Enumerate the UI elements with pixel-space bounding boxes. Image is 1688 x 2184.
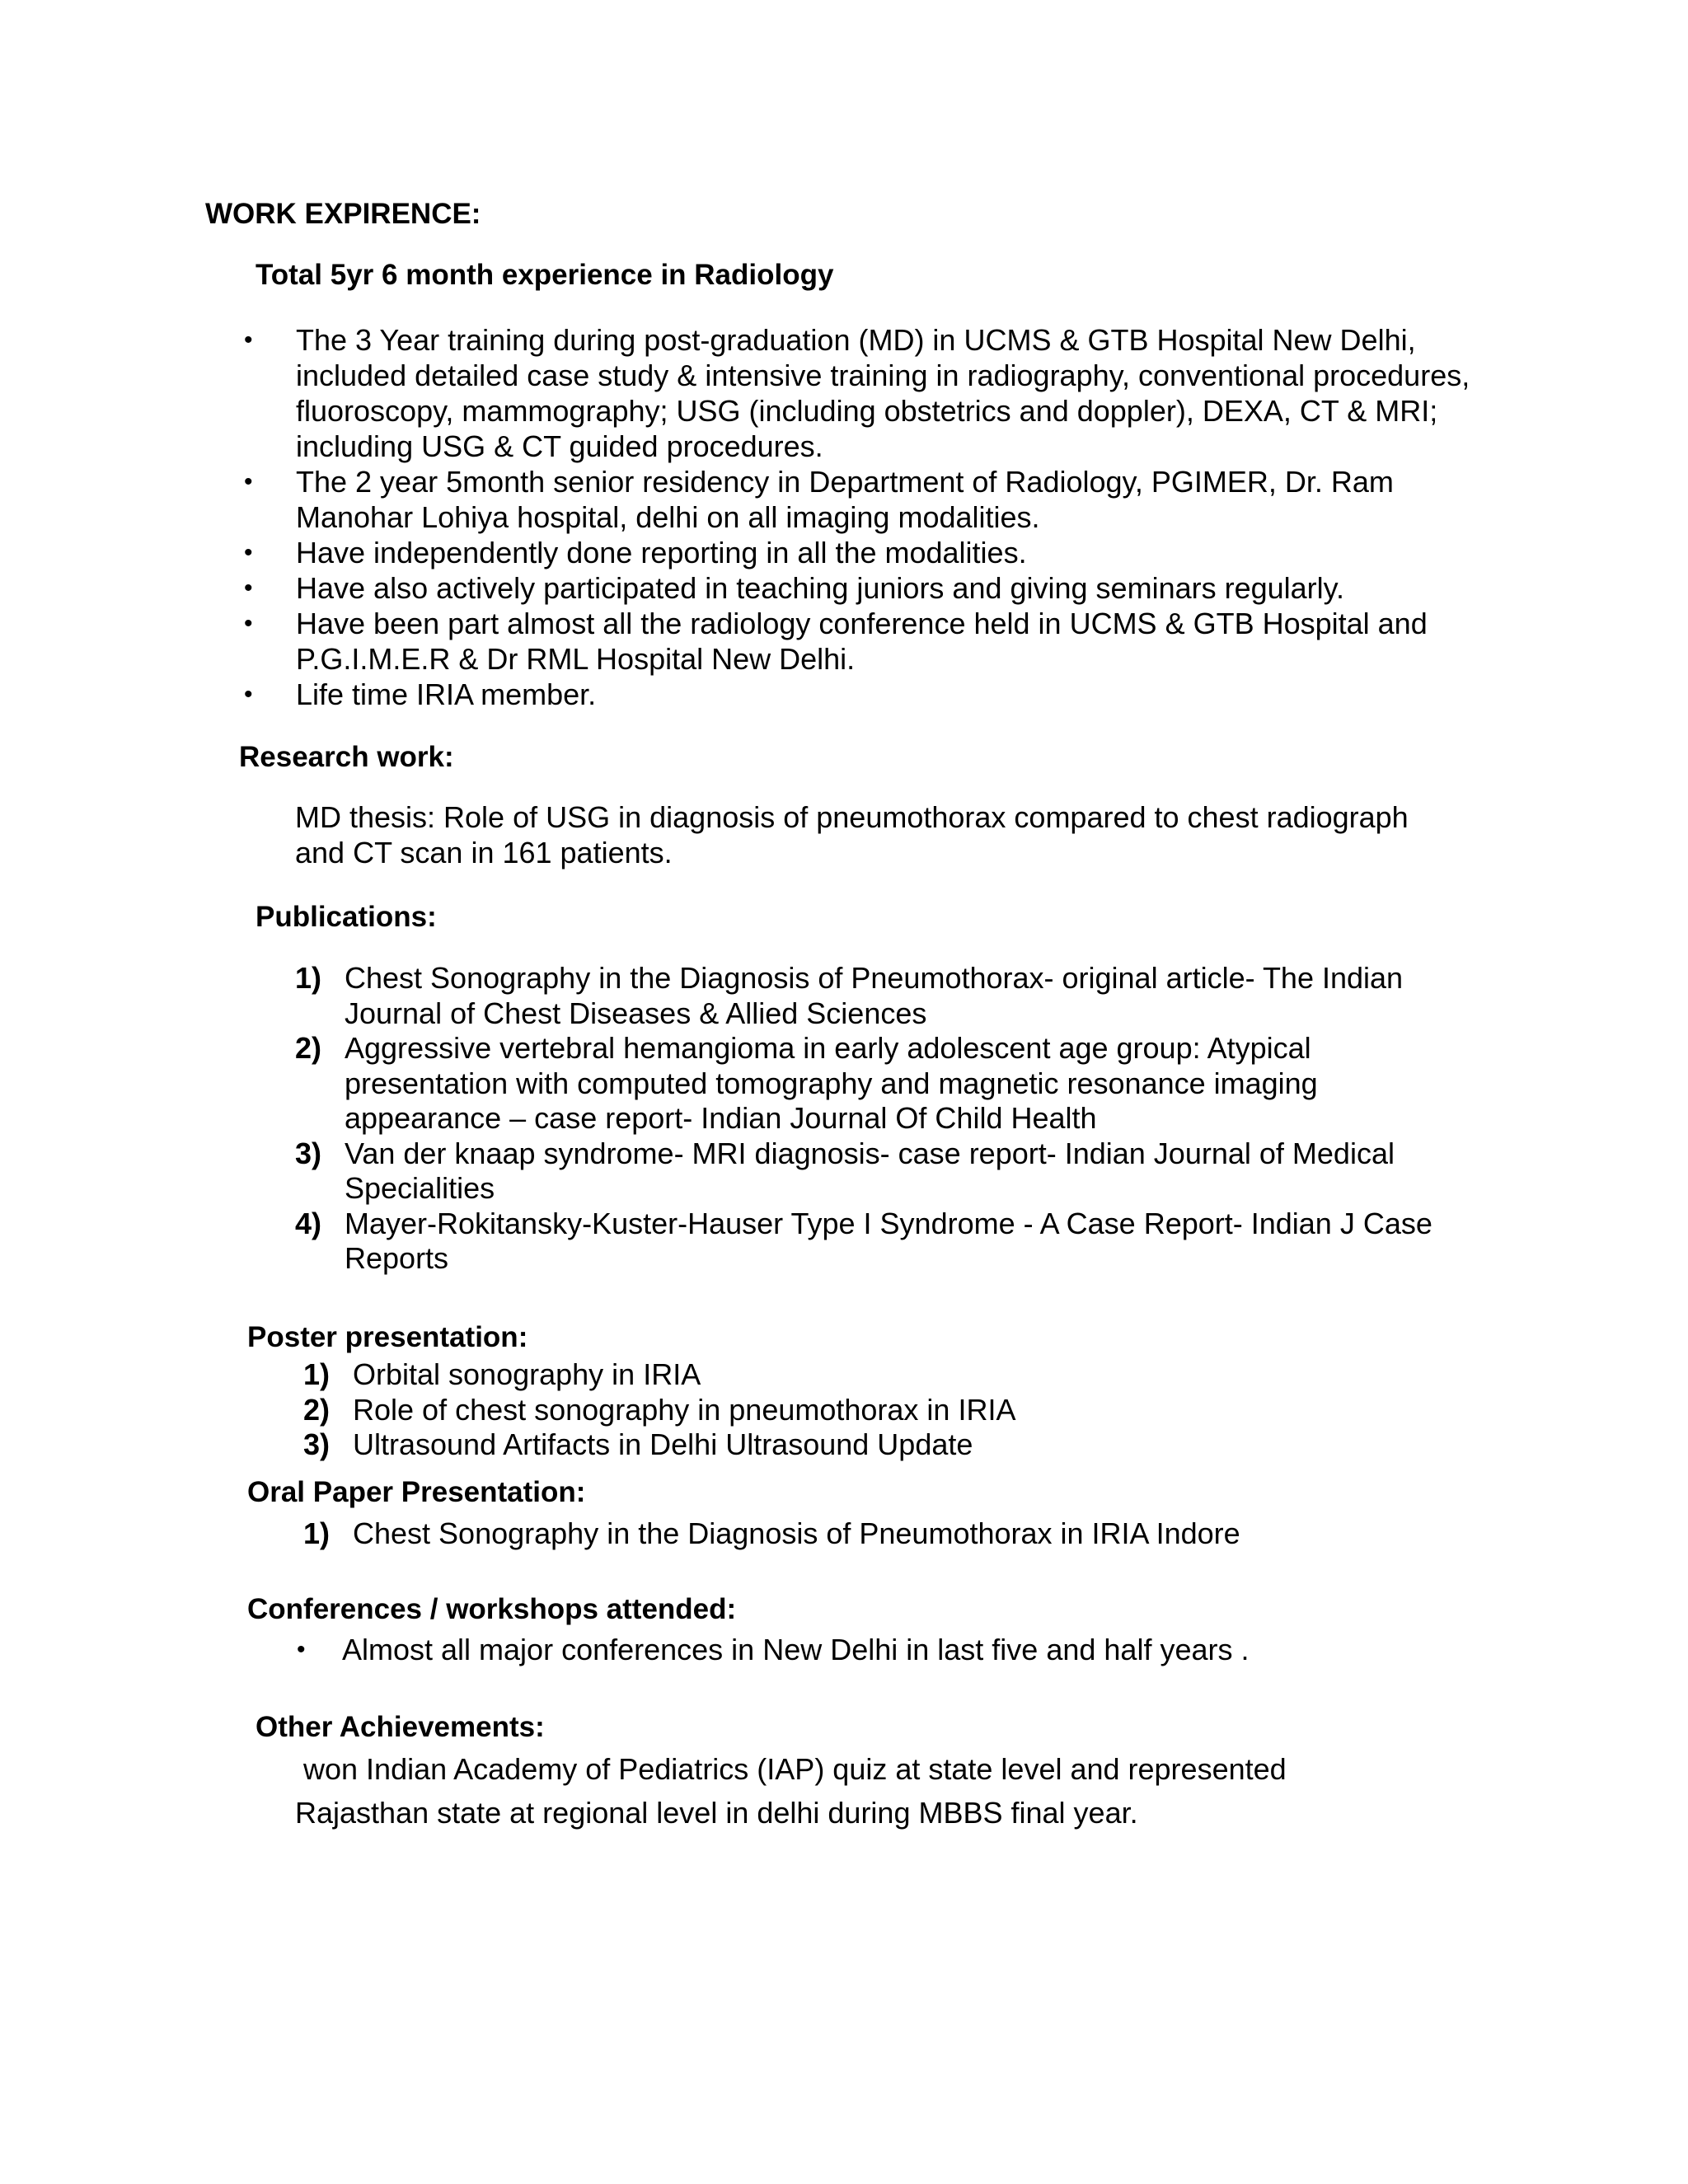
work-experience-heading: WORK EXPIRENCE:: [205, 198, 481, 230]
list-item: • Have been part almost all the radiology conference held in UCMS & GTB Hospital and P.G.I.M.E.R & Dr RML Hospital New Delhi.: [244, 607, 1428, 676]
achievements-heading: Other Achievements:: [256, 1711, 545, 1743]
list-item: • Have independently done reporting in all the modalities.: [244, 536, 1027, 569]
work-experience-list: [244, 322, 1480, 712]
experience-summary: Total 5yr 6 month experience in Radiology: [256, 259, 834, 291]
list-item: 1) Orbital sonography in IRIA: [303, 1357, 701, 1391]
list-item: • The 2 year 5month senior residency in Department of Radiology, PGIMER, Dr. Ram Manohar Lohiya hospital, delhi on all imaging modalities.: [244, 465, 1394, 534]
research-heading: Research work:: [239, 741, 454, 773]
list-item: • The 3 Year training during post-graduation (MD) in UCMS & GTB Hospital New Delhi, included detailed case study & intensive training in radiography, conventional procedures, fluoroscopy, mammography; USG (including obstetrics and doppler), DEXA, CT & MRI; including USG & CT guided procedures.: [244, 323, 1470, 463]
list-item: • Life time IRIA member.: [244, 677, 597, 711]
list-item: 2) Role of chest sonography in pneumothorax in IRIA: [303, 1392, 1016, 1427]
posters-list: [303, 1357, 1457, 1463]
publications-heading: Publications:: [256, 901, 437, 933]
posters-heading: Poster presentation:: [247, 1321, 528, 1353]
list-item: 4) Mayer-Rokitansky-Kuster-Hauser Type I Syndrome - A Case Report- Indian J Case Reports: [295, 1206, 1432, 1275]
list-item: 1) Chest Sonography in the Diagnosis of Pneumothorax- original article- The Indian Journal of Chest Diseases & Allied Sciences: [295, 961, 1404, 1030]
list-item: 3) Van der knaap syndrome- MRI diagnosis- case report- Indian Journal of Medical Specialities: [295, 1136, 1395, 1205]
list-item: 1) Chest Sonography in the Diagnosis of Pneumothorax in IRIA Indore: [303, 1516, 1240, 1550]
oral-heading: Oral Paper Presentation:: [247, 1476, 586, 1508]
list-item: • Almost all major conferences in New Delhi in last five and half years .: [297, 1633, 1250, 1666]
list-item: • Have also actively participated in teaching juniors and giving seminars regularly.: [244, 571, 1344, 605]
achievements-line-1: won Indian Academy of Pediatrics (IAP) quiz at state level and represented: [303, 1752, 1287, 1786]
list-item: 3) Ultrasound Artifacts in Delhi Ultrasound Update: [303, 1427, 973, 1461]
research-text: MD thesis: Role of USG in diagnosis of pneumothorax compared to chest radiograph and CT scan in 161 patients.: [295, 800, 1409, 869]
achievements-line-2: Rajasthan state at regional level in delhi during MBBS final year.: [295, 1796, 1138, 1830]
publications-list: [295, 961, 1449, 1277]
conferences-list: [297, 1632, 1451, 1667]
list-item: 2) Aggressive vertebral hemangioma in early adolescent age group: Atypical presentation with computed tomography and magnetic resonance imaging appearance – case report- Indian Journal Of Child Health: [295, 1031, 1318, 1135]
oral-list: [303, 1516, 1457, 1552]
conferences-heading: Conferences / workshops attended:: [247, 1593, 737, 1625]
